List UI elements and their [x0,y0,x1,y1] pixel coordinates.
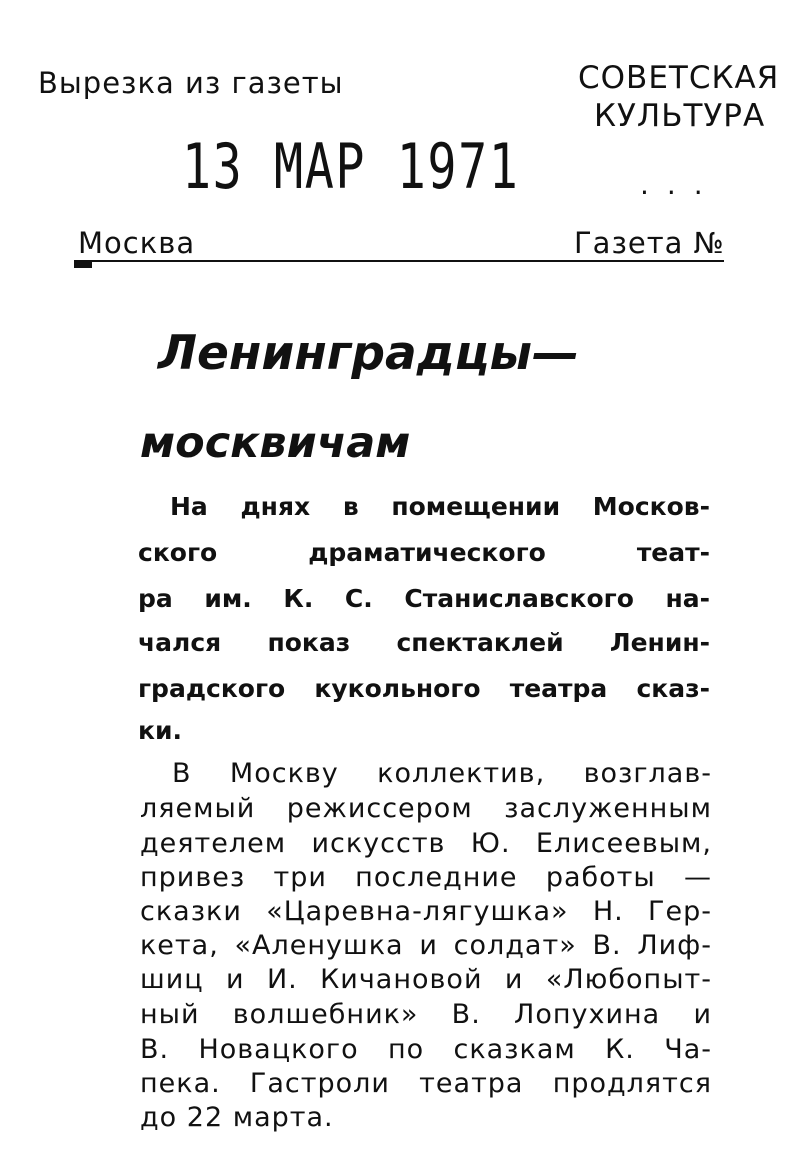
body-line: В. Новацкого по сказкам К. Ча- [140,1034,712,1065]
lead-line: ки. [138,716,182,745]
newspaper-number-label: Газета № [574,226,725,260]
headline-line-2: москвичам [140,418,411,468]
body-line: деятелем искусств Ю. Елисеевым, [140,828,712,859]
lead-line: На днях в помещении Москов- [170,492,710,521]
body-line: до 22 марта. [140,1102,334,1133]
lead-line: ра им. К. С. Станиславского на- [138,584,710,613]
body-line: ный волшебник» В. Лопухина и [140,999,712,1030]
lead-line: градского кукольного театра сказ- [138,674,710,703]
body-line: пека. Гастроли театра продлятся [140,1068,712,1099]
header-rule [74,260,724,262]
dotted-fill: ... [640,168,721,201]
city-label: Москва [78,226,196,260]
newspaper-name-line2: КУЛЬТУРА [594,98,766,134]
body-line: шиц и И. Кичановой и «Любопыт- [140,964,712,995]
date-stamp: 13 МАР 1971 [182,130,520,203]
newspaper-name-line1: СОВЕТСКАЯ [578,60,780,96]
headline-line-1: Ленинградцы— [158,326,580,381]
body-line: В Москву коллектив, возглав- [172,758,712,789]
lead-line: чался показ спектаклей Ленин- [138,628,710,657]
clipping-label: Вырезка из газеты [38,66,344,100]
lead-line: ского драматического теат- [138,538,710,567]
body-line: ляемый режиссером заслуженным [140,793,712,824]
body-line: кета, «Аленушка и солдат» В. Лиф- [140,930,712,961]
rule-mark [74,262,92,268]
body-line: сказки «Царевна-лягушка» Н. Гер- [140,896,712,927]
body-line: привез три последние работы — [140,862,712,893]
